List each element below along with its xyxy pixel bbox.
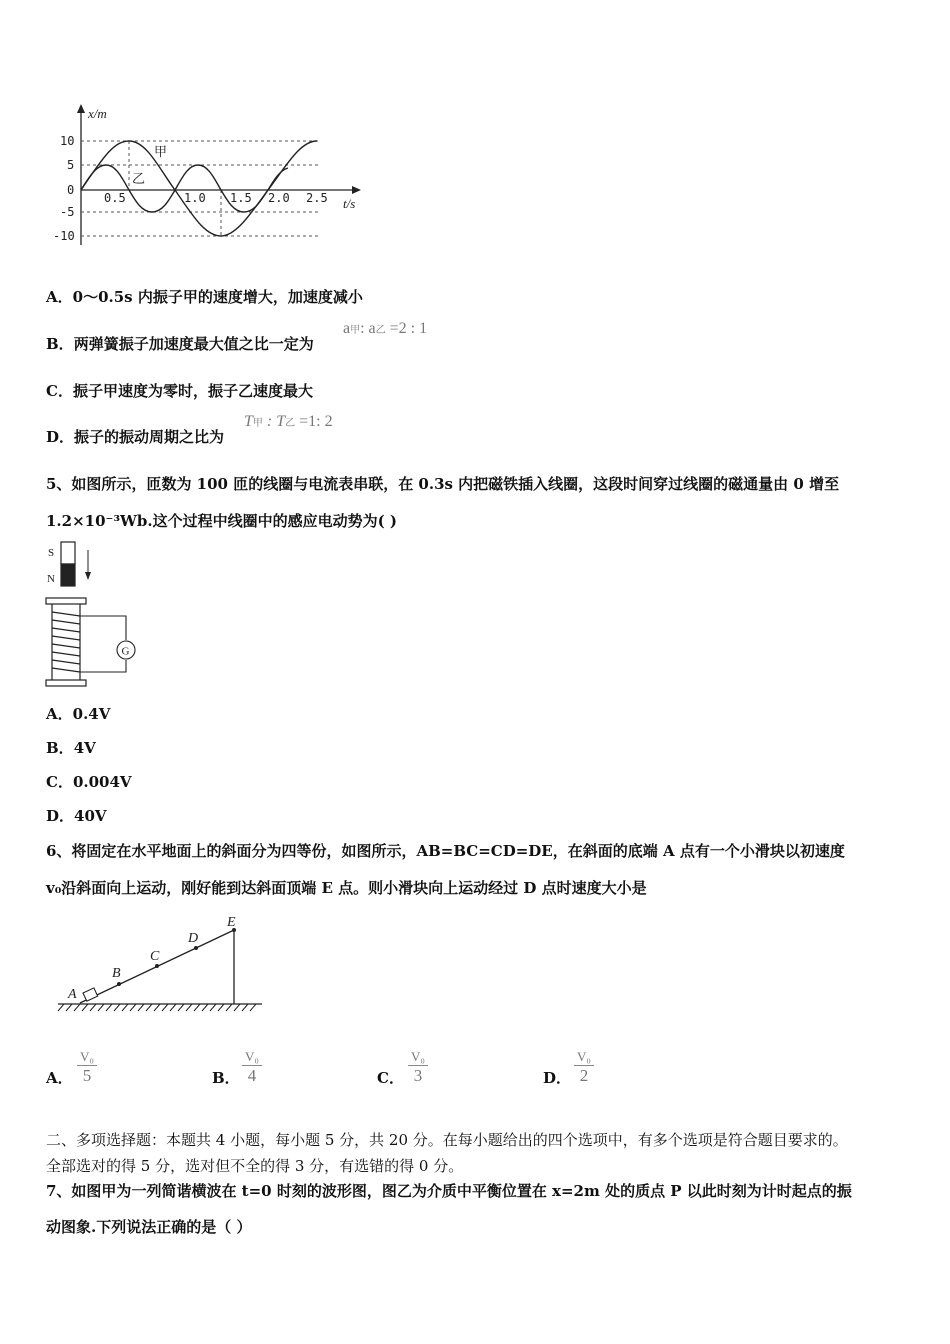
- motion-arrow-head: [85, 572, 91, 580]
- q5-stem-line2: 1.2×10⁻³Wb.这个过程中线圈中的感应电动势为( ): [46, 512, 398, 530]
- coil-windings: [52, 612, 80, 672]
- q6-option-a[interactable]: [46, 1046, 73, 1090]
- q4-option-a-label: A．: [46, 288, 73, 306]
- q4-option-a-text: 0～0.5s 内振子甲的速度增大，加速度减小: [72, 288, 363, 306]
- y-tick-neg10: -10: [53, 229, 75, 243]
- y-tick-neg5: -5: [60, 205, 75, 219]
- q6-stem-line1: 6、将固定在水平地面上的斜面分为四等份，如图所示，AB=BC=CD=DE，在斜面的底端 A 点有一个小滑块以初速度: [46, 842, 845, 860]
- q6-option-b[interactable]: [212, 1046, 240, 1090]
- q6-option-d-label: D．: [543, 1069, 572, 1087]
- q4-option-d[interactable]: [46, 426, 224, 447]
- q4-option-b-text: 两弹簧振子加速度最大值之比一定为: [73, 335, 314, 353]
- x-tick-10: 1.0: [184, 191, 206, 205]
- q7-stem-line2: 动图象.下列说法正确的是（ ）: [46, 1218, 252, 1236]
- point-d: [194, 946, 198, 950]
- q5-option-d[interactable]: [46, 805, 107, 826]
- point-b: [117, 982, 121, 986]
- label-d: D: [188, 931, 199, 946]
- q6-option-c-label: C．: [377, 1069, 404, 1087]
- slider-block: [83, 988, 98, 1001]
- y-tick-10: 10: [60, 134, 75, 148]
- y-tick-0: 0: [67, 183, 75, 197]
- q5-option-c[interactable]: [46, 771, 132, 792]
- incline-figure: [50, 910, 270, 1015]
- section2-heading-line1: 二、多项选择题：本题共 4 小题，每小题 5 分，共 20 分。在每小题给出的四个选项中，有多个选项是符合题目要求的。: [46, 1131, 848, 1149]
- q4-option-b-label: B．: [46, 335, 74, 353]
- q4-option-a[interactable]: [46, 286, 363, 307]
- label-a: A: [68, 987, 77, 1002]
- q5-option-b-text: 4V: [73, 739, 96, 757]
- magnet-n-label: N: [47, 573, 55, 585]
- q5-option-c-text: 0.004V: [72, 773, 132, 791]
- q6-option-c-fraction: V₀ 3: [408, 1049, 428, 1086]
- galvanometer-label: G: [121, 645, 130, 658]
- label-c: C: [150, 949, 160, 964]
- q5-option-a-text: 0.4V: [72, 705, 111, 723]
- x-tick-20: 2.0: [268, 191, 290, 205]
- q7-stem-line1: 7、如图甲为一列简谐横波在 t=0 时刻的波形图，图乙为介质中平衡位置在 x=2m 处的质点 P 以此时刻为计时起点的振: [46, 1182, 852, 1200]
- magnet-s-pole: [61, 542, 75, 564]
- q4-option-c-text: 振子甲速度为零时，振子乙速度最大: [72, 382, 313, 400]
- x-tick-05: 0.5: [104, 191, 126, 205]
- x-axis-arrow: [352, 186, 361, 194]
- q6-option-a-fraction: V₀ 5: [77, 1049, 97, 1086]
- q6-option-b-fraction: V₀ 4: [242, 1049, 262, 1086]
- label-e: E: [227, 915, 236, 930]
- coil-magnet-figure: [40, 536, 140, 692]
- q4-option-c[interactable]: [46, 380, 313, 401]
- coil-bottom-plate: [46, 680, 86, 686]
- circuit-wire-top: [80, 616, 126, 640]
- q5-option-b-label: B．: [46, 739, 74, 757]
- q4-option-d-label: D．: [46, 428, 75, 446]
- x-axis-label: t/s: [343, 196, 356, 211]
- y-tick-5: 5: [67, 158, 75, 172]
- q4-option-c-label: C．: [46, 382, 73, 400]
- q6-stem-line2: v₀沿斜面向上运动，刚好能到达斜面顶端 E 点。则小滑块向上运动经过 D 点时速度大小是: [46, 879, 647, 897]
- q5-option-a-label: A．: [46, 705, 73, 723]
- label-b: B: [112, 966, 121, 981]
- q5-option-d-text: 40V: [74, 807, 107, 825]
- y-axis-arrow: [77, 104, 85, 113]
- q5-stem-line1: 5、如图所示，匝数为 100 匝的线圈与电流表串联，在 0.3s 内把磁铁插入线圈，这段时间穿过线圈的磁通量由 0 增至: [46, 475, 840, 493]
- coil-top-plate: [46, 598, 86, 604]
- q5-option-c-label: C．: [46, 773, 73, 791]
- x-tick-25: 2.5: [306, 191, 328, 205]
- q6-option-c[interactable]: [377, 1046, 404, 1090]
- section2-heading-line2: 全部选对的得 5 分，选对但不全的得 3 分，有选错的得 0 分。: [46, 1157, 464, 1175]
- q4-option-d-formula: T甲 : T乙 =1: 2: [244, 413, 333, 430]
- q5-option-a[interactable]: [46, 703, 110, 724]
- q6-option-a-label: A．: [46, 1069, 73, 1087]
- q4-option-b-formula: a甲: a乙 =2 : 1: [343, 320, 428, 337]
- q4-option-d-text: 振子的振动周期之比为: [74, 428, 225, 446]
- q5-option-b[interactable]: [46, 737, 96, 758]
- curve-label-jia: 甲: [154, 145, 168, 160]
- magnet-n-pole: [61, 564, 75, 586]
- curve-jia: [81, 141, 317, 236]
- circuit-wire-bottom: [80, 660, 126, 672]
- curve-label-yi: 乙: [132, 172, 146, 187]
- x-tick-15: 1.5: [230, 191, 252, 205]
- q5-option-d-label: D．: [46, 807, 75, 825]
- q6-option-d[interactable]: [543, 1046, 571, 1090]
- q6-option-b-label: B．: [212, 1069, 240, 1087]
- y-axis-label: x/m: [88, 106, 107, 121]
- point-c: [155, 964, 159, 968]
- ground-hatching: [58, 1004, 256, 1011]
- q4-option-b[interactable]: [46, 333, 314, 354]
- vibration-graph: [50, 100, 370, 250]
- magnet-s-label: S: [48, 547, 55, 559]
- q6-option-d-fraction: V₀ 2: [574, 1049, 594, 1086]
